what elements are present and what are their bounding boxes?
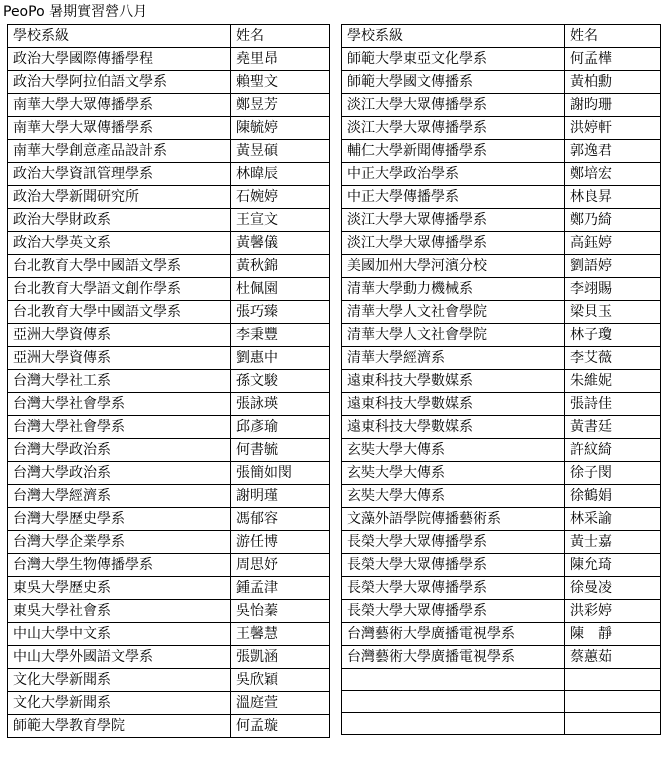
name-cell: 陳 靜 bbox=[565, 623, 661, 646]
school-cell: 文化大學新聞系 bbox=[8, 692, 231, 715]
school-cell: 輔仁大學新聞傳播學系 bbox=[342, 140, 565, 163]
name-cell: 陳允琦 bbox=[565, 554, 661, 577]
name-cell: 張詩佳 bbox=[565, 393, 661, 416]
name-cell: 李艾薇 bbox=[565, 347, 661, 370]
name-cell: 謝明瑾 bbox=[231, 485, 330, 508]
school-cell: 長榮大學大眾傳播學系 bbox=[342, 554, 565, 577]
table-row bbox=[342, 117, 661, 140]
table-row bbox=[342, 439, 661, 462]
header-school: 學校系級 bbox=[342, 25, 565, 48]
school-cell: 台灣大學政治系 bbox=[8, 462, 231, 485]
name-cell: 黃書廷 bbox=[565, 416, 661, 439]
school-cell: 政治大學財政系 bbox=[8, 209, 231, 232]
school-cell: 政治大學新聞研究所 bbox=[8, 186, 231, 209]
roster-body-left bbox=[8, 25, 330, 738]
header-name: 姓名 bbox=[231, 25, 330, 48]
school-cell: 師範大學東亞文化學系 bbox=[342, 48, 565, 71]
school-cell bbox=[342, 669, 565, 691]
table-row bbox=[342, 163, 661, 186]
table-row bbox=[8, 255, 330, 278]
name-cell: 王宣文 bbox=[231, 209, 330, 232]
school-cell: 政治大學國際傳播學程 bbox=[8, 48, 231, 71]
table-row bbox=[8, 531, 330, 554]
school-cell: 南華大學創意產品設計系 bbox=[8, 140, 231, 163]
header-school: 學校系級 bbox=[8, 25, 231, 48]
table-row bbox=[8, 347, 330, 370]
name-cell: 郭逸君 bbox=[565, 140, 661, 163]
school-cell: 台灣大學政治系 bbox=[8, 439, 231, 462]
school-cell: 台灣大學企業學系 bbox=[8, 531, 231, 554]
school-cell: 南華大學大眾傳播學系 bbox=[8, 94, 231, 117]
school-cell: 台北教育大學語文創作學系 bbox=[8, 278, 231, 301]
name-cell: 邱彥瑜 bbox=[231, 416, 330, 439]
name-cell: 徐曼凌 bbox=[565, 577, 661, 600]
school-cell: 政治大學資訊管理學系 bbox=[8, 163, 231, 186]
name-cell: 王馨慧 bbox=[231, 623, 330, 646]
table-row bbox=[8, 232, 330, 255]
school-cell: 玄奘大學大傳系 bbox=[342, 462, 565, 485]
table-row bbox=[8, 163, 330, 186]
name-cell: 張簡如閔 bbox=[231, 462, 330, 485]
name-cell: 洪婷軒 bbox=[565, 117, 661, 140]
table-row bbox=[8, 370, 330, 393]
name-cell: 高鈺婷 bbox=[565, 232, 661, 255]
school-cell: 中正大學傳播學系 bbox=[342, 186, 565, 209]
school-cell: 台灣大學生物傳播學系 bbox=[8, 554, 231, 577]
name-cell: 黃士嘉 bbox=[565, 531, 661, 554]
table-row bbox=[8, 623, 330, 646]
table-row bbox=[342, 209, 661, 232]
school-cell: 長榮大學大眾傳播學系 bbox=[342, 531, 565, 554]
name-cell: 張凱涵 bbox=[231, 646, 330, 669]
name-cell: 吳欣穎 bbox=[231, 669, 330, 692]
table-row bbox=[342, 554, 661, 577]
school-cell: 南華大學大眾傳播學系 bbox=[8, 117, 231, 140]
school-cell: 遠東科技大學數媒系 bbox=[342, 370, 565, 393]
school-cell: 台北教育大學中國語文學系 bbox=[8, 255, 231, 278]
table-row bbox=[342, 186, 661, 209]
school-cell bbox=[342, 713, 565, 735]
school-cell: 師範大學國文傳播系 bbox=[342, 71, 565, 94]
school-cell: 清華大學人文社會學院 bbox=[342, 324, 565, 347]
table-row bbox=[8, 186, 330, 209]
table-row bbox=[342, 278, 661, 301]
name-cell: 堯里昂 bbox=[231, 48, 330, 71]
table-row bbox=[342, 713, 661, 735]
name-cell: 劉惠中 bbox=[231, 347, 330, 370]
name-cell: 林良昇 bbox=[565, 186, 661, 209]
school-cell: 台灣藝術大學廣播電視學系 bbox=[342, 646, 565, 669]
table-row bbox=[342, 669, 661, 691]
table-row bbox=[8, 117, 330, 140]
table-row bbox=[342, 71, 661, 94]
header-name: 姓名 bbox=[565, 25, 661, 48]
name-cell: 溫庭萱 bbox=[231, 692, 330, 715]
name-cell: 杜佩園 bbox=[231, 278, 330, 301]
school-cell: 政治大學英文系 bbox=[8, 232, 231, 255]
table-row bbox=[342, 94, 661, 117]
school-cell: 淡江大學大眾傳播學系 bbox=[342, 232, 565, 255]
school-cell: 美國加州大學河濱分校 bbox=[342, 255, 565, 278]
table-row bbox=[8, 209, 330, 232]
school-cell: 亞洲大學資傳系 bbox=[8, 347, 231, 370]
name-cell bbox=[565, 669, 661, 691]
name-cell: 徐子閔 bbox=[565, 462, 661, 485]
school-cell: 清華大學經濟系 bbox=[342, 347, 565, 370]
table-row bbox=[342, 370, 661, 393]
name-cell: 徐鶴娟 bbox=[565, 485, 661, 508]
name-cell: 鄭培宏 bbox=[565, 163, 661, 186]
table-row bbox=[342, 485, 661, 508]
table-row bbox=[342, 347, 661, 370]
table-row bbox=[8, 439, 330, 462]
table-row bbox=[342, 577, 661, 600]
school-cell bbox=[342, 691, 565, 713]
table-row bbox=[342, 600, 661, 623]
table-row bbox=[342, 416, 661, 439]
school-cell: 玄奘大學大傳系 bbox=[342, 439, 565, 462]
table-row bbox=[342, 623, 661, 646]
table-row bbox=[8, 301, 330, 324]
table-row bbox=[8, 71, 330, 94]
name-cell: 林暐辰 bbox=[231, 163, 330, 186]
table-row bbox=[8, 669, 330, 692]
name-cell: 石婉婷 bbox=[231, 186, 330, 209]
school-cell: 台灣大學社會學系 bbox=[8, 393, 231, 416]
table-row bbox=[8, 278, 330, 301]
name-cell: 朱維妮 bbox=[565, 370, 661, 393]
table-row bbox=[8, 324, 330, 347]
table-row bbox=[8, 485, 330, 508]
name-cell: 鄭昱芳 bbox=[231, 94, 330, 117]
header-row bbox=[8, 25, 330, 48]
table-row bbox=[8, 508, 330, 531]
page-title: PeoPo 暑期實習營八月 bbox=[3, 4, 148, 20]
table-row bbox=[342, 301, 661, 324]
school-cell: 台灣大學經濟系 bbox=[8, 485, 231, 508]
table-row bbox=[342, 324, 661, 347]
roster-table-right bbox=[341, 24, 661, 735]
school-cell: 台灣大學社工系 bbox=[8, 370, 231, 393]
name-cell: 林采諭 bbox=[565, 508, 661, 531]
school-cell: 遠東科技大學數媒系 bbox=[342, 393, 565, 416]
school-cell: 玄奘大學大傳系 bbox=[342, 485, 565, 508]
school-cell: 台北教育大學中國語文學系 bbox=[8, 301, 231, 324]
school-cell: 淡江大學大眾傳播學系 bbox=[342, 209, 565, 232]
name-cell: 李秉豐 bbox=[231, 324, 330, 347]
name-cell: 何書毓 bbox=[231, 439, 330, 462]
table-row bbox=[342, 255, 661, 278]
name-cell: 張詠瑛 bbox=[231, 393, 330, 416]
table-row bbox=[342, 393, 661, 416]
table-row bbox=[342, 531, 661, 554]
table-row bbox=[342, 646, 661, 669]
name-cell: 黃秋錦 bbox=[231, 255, 330, 278]
school-cell: 淡江大學大眾傳播學系 bbox=[342, 117, 565, 140]
school-cell: 中正大學政治學系 bbox=[342, 163, 565, 186]
school-cell: 台灣藝術大學廣播電視學系 bbox=[342, 623, 565, 646]
name-cell: 何孟樺 bbox=[565, 48, 661, 71]
school-cell: 亞洲大學資傳系 bbox=[8, 324, 231, 347]
school-cell: 淡江大學大眾傳播學系 bbox=[342, 94, 565, 117]
table-row bbox=[8, 577, 330, 600]
school-cell: 師範大學教育學院 bbox=[8, 715, 231, 738]
school-cell: 長榮大學大眾傳播學系 bbox=[342, 600, 565, 623]
school-cell: 清華大學人文社會學院 bbox=[342, 301, 565, 324]
name-cell: 許紋綺 bbox=[565, 439, 661, 462]
name-cell: 馮郁容 bbox=[231, 508, 330, 531]
name-cell: 陳毓婷 bbox=[231, 117, 330, 140]
name-cell: 賴聖文 bbox=[231, 71, 330, 94]
school-cell: 清華大學動力機械系 bbox=[342, 278, 565, 301]
header-row bbox=[342, 25, 661, 48]
name-cell: 鍾孟津 bbox=[231, 577, 330, 600]
name-cell: 游任博 bbox=[231, 531, 330, 554]
school-cell: 文藻外語學院傳播藝術系 bbox=[342, 508, 565, 531]
name-cell: 蔡蕙茹 bbox=[565, 646, 661, 669]
name-cell: 梁貝玉 bbox=[565, 301, 661, 324]
name-cell: 林子瓊 bbox=[565, 324, 661, 347]
table-row bbox=[8, 416, 330, 439]
name-cell: 黃馨儀 bbox=[231, 232, 330, 255]
name-cell: 黃昱碩 bbox=[231, 140, 330, 163]
name-cell: 謝昀珊 bbox=[565, 94, 661, 117]
name-cell: 李翊賜 bbox=[565, 278, 661, 301]
school-cell: 長榮大學大眾傳播學系 bbox=[342, 577, 565, 600]
name-cell: 孫文駿 bbox=[231, 370, 330, 393]
table-row bbox=[342, 140, 661, 163]
school-cell: 東吳大學社會系 bbox=[8, 600, 231, 623]
table-row bbox=[342, 691, 661, 713]
school-cell: 台灣大學歷史學系 bbox=[8, 508, 231, 531]
roster-table-left bbox=[7, 24, 330, 738]
name-cell bbox=[565, 713, 661, 735]
school-cell: 東吳大學歷史系 bbox=[8, 577, 231, 600]
table-row bbox=[8, 48, 330, 71]
name-cell bbox=[565, 691, 661, 713]
name-cell: 張巧臻 bbox=[231, 301, 330, 324]
table-row bbox=[8, 554, 330, 577]
name-cell: 劉語婷 bbox=[565, 255, 661, 278]
school-cell: 遠東科技大學數媒系 bbox=[342, 416, 565, 439]
school-cell: 中山大學外國語文學系 bbox=[8, 646, 231, 669]
school-cell: 中山大學中文系 bbox=[8, 623, 231, 646]
school-cell: 政治大學阿拉伯語文學系 bbox=[8, 71, 231, 94]
table-row bbox=[342, 508, 661, 531]
table-row bbox=[8, 140, 330, 163]
name-cell: 吳怡蓁 bbox=[231, 600, 330, 623]
name-cell: 洪彩婷 bbox=[565, 600, 661, 623]
table-row bbox=[8, 692, 330, 715]
name-cell: 何孟璇 bbox=[231, 715, 330, 738]
table-row bbox=[8, 646, 330, 669]
school-cell: 台灣大學社會學系 bbox=[8, 416, 231, 439]
name-cell: 鄭乃綺 bbox=[565, 209, 661, 232]
name-cell: 周思妤 bbox=[231, 554, 330, 577]
name-cell: 黃柏勳 bbox=[565, 71, 661, 94]
table-row bbox=[8, 462, 330, 485]
table-row bbox=[342, 232, 661, 255]
table-row bbox=[8, 600, 330, 623]
table-row bbox=[8, 393, 330, 416]
school-cell: 文化大學新聞系 bbox=[8, 669, 231, 692]
table-row bbox=[342, 48, 661, 71]
table-row bbox=[8, 94, 330, 117]
table-row bbox=[342, 462, 661, 485]
table-row bbox=[8, 715, 330, 738]
roster-body-right bbox=[342, 25, 661, 735]
